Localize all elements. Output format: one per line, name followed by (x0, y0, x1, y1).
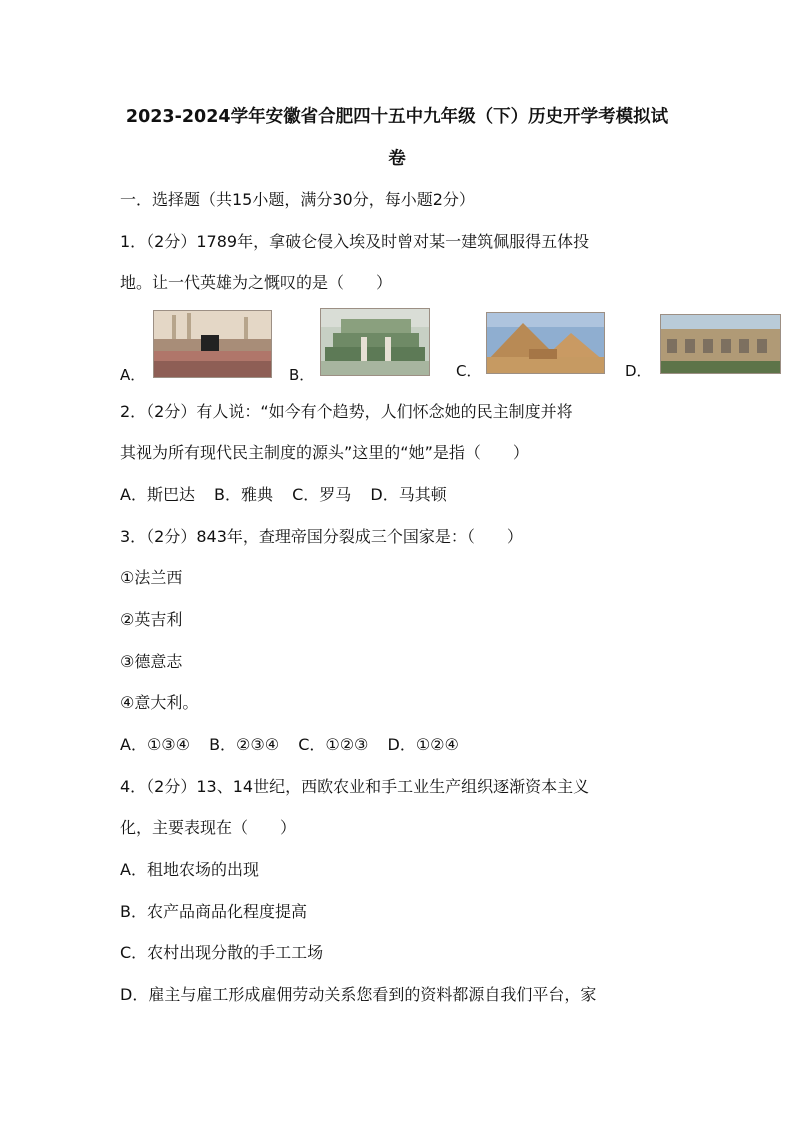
q3-item-3: ③德意志 (120, 652, 183, 671)
q4-option-c: C．农村出现分散的手工工场 (120, 943, 324, 962)
exam-title-line2: 卷 (388, 149, 406, 169)
q1-option-a-image (153, 310, 272, 378)
q1-option-d-label: D． (625, 362, 652, 380)
q3-option-a: A．①③④ (120, 735, 190, 754)
question-4-line2: 化，主要表现在（ ） (120, 818, 297, 837)
q2-option-c: C．罗马 (292, 485, 352, 504)
q3-option-b: B．②③④ (209, 735, 280, 754)
q1-option-a-label: A． (120, 366, 146, 384)
q1-option-c-image (486, 312, 605, 374)
q2-option-b: B．雅典 (214, 485, 274, 504)
q4-option-a: A．租地农场的出现 (120, 860, 259, 879)
question-3-options (120, 735, 473, 755)
question-2-options (120, 485, 461, 505)
question-3-line1: 3．（2分）843年，查理帝国分裂成三个国家是：（ ） (120, 527, 523, 546)
q4-option-d: D．雇主与雇工形成雇佣劳动关系您看到的资料都源自我们平台，家 (120, 985, 597, 1004)
q3-option-d: D．①②④ (387, 735, 459, 754)
q1-option-b-label: B． (289, 366, 315, 384)
q1-option-c-label: C． (456, 362, 482, 380)
q3-item-2: ②英吉利 (120, 610, 183, 629)
q2-option-d: D．马其顿 (370, 485, 447, 504)
section-heading: 一．选择题（共15小题，满分30分，每小题2分） (120, 190, 475, 209)
exam-title-line1: 2023-2024学年安徽省合肥四十五中九年级（下）历史开学考模拟试 (125, 107, 669, 127)
q3-item-1: ①法兰西 (120, 568, 183, 587)
question-1-line2: 地。让一代英雄为之慨叹的是（ ） (120, 273, 393, 292)
question-2-line2: 其视为所有现代民主制度的源头”这里的“她”是指（ ） (120, 443, 529, 462)
q3-option-c: C．①②③ (298, 735, 369, 754)
q4-option-b: B．农产品商品化程度提高 (120, 902, 307, 921)
question-1-line1: 1．（2分）1789年，拿破仑侵入埃及时曾对某一建筑佩服得五体投 (120, 232, 590, 251)
q1-option-b-image (320, 308, 430, 376)
question-4-line1: 4．（2分）13、14世纪，西欧农业和手工业生产组织逐渐资本主义 (120, 777, 590, 796)
q3-item-4: ④意大利。 (120, 693, 199, 712)
q2-option-a: A．斯巴达 (120, 485, 195, 504)
question-2-line1: 2．（2分）有人说：“如今有个趋势，人们怀念她的民主制度并将 (120, 402, 573, 421)
q1-option-d-image (660, 314, 781, 374)
